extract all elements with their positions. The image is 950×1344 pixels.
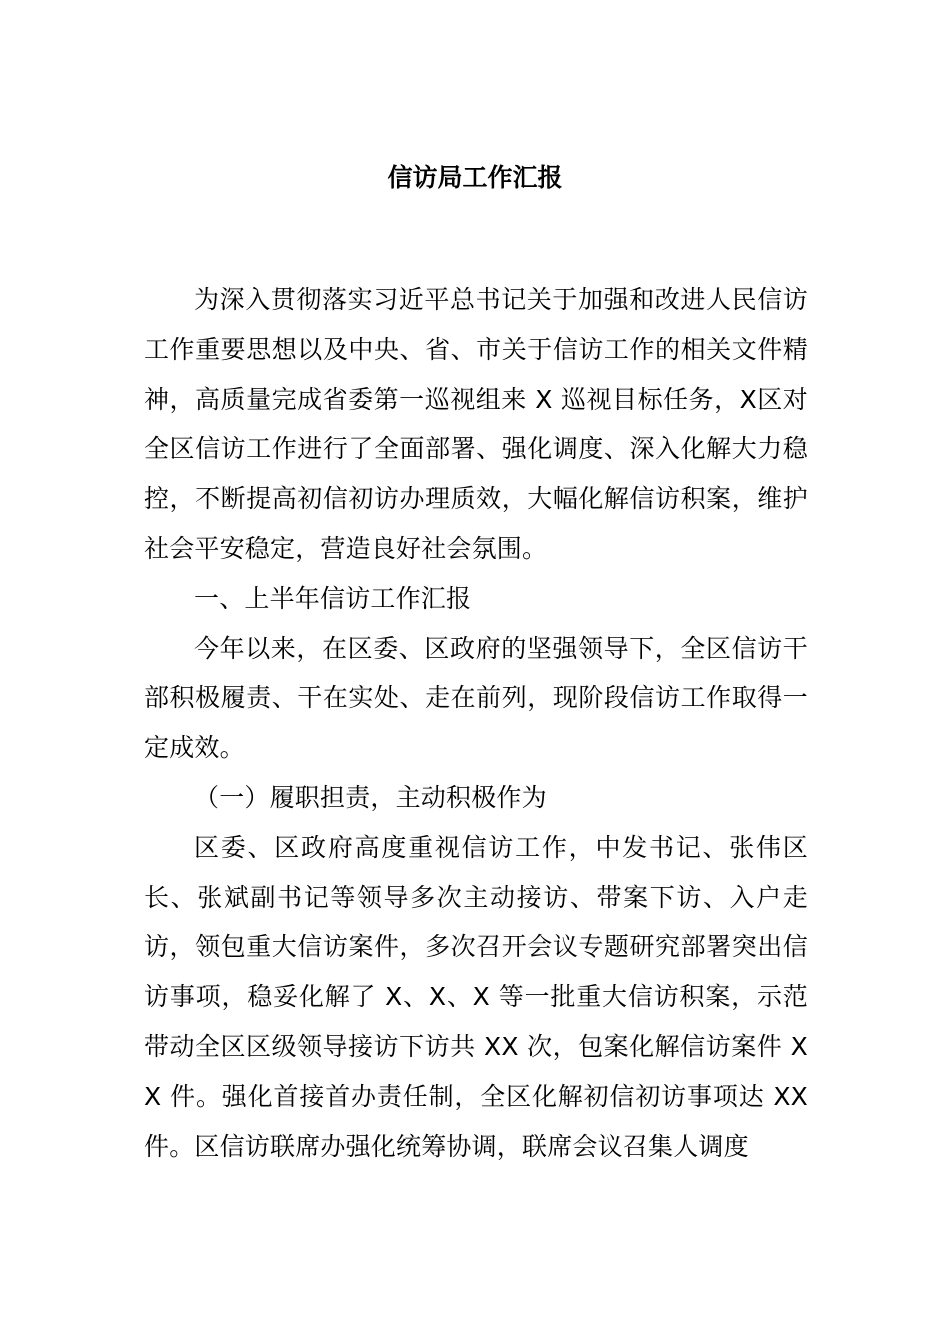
- paragraph-intro: 为深入贯彻落实习近平总书记关于加强和改进人民信访工作重要思想以及中央、省、市关于信访工作的相关文件精神，高质量完成省委第一巡视组来 X 巡视目标任务，X区对全区信访工作进行了全面部署、强化调度、深入化解大力稳控，不断提高初信初访办理质效，大幅化解信访积案，维护社会平安稳定，营造良好社会氛围。: [144, 285, 808, 563]
- section-heading-1: 一、上半年信访工作汇报: [194, 583, 472, 613]
- subsection-heading-1: （一）履职担责，主动积极作为: [194, 782, 547, 812]
- document-title: 信访局工作汇报: [387, 163, 563, 192]
- document-body: [144, 275, 817, 1171]
- paragraph-summary: 今年以来，在区委、区政府的坚强领导下，全区信访干部积极履责、干在实处、走在前列，现阶段信访工作取得一定成效。: [144, 633, 808, 763]
- paragraph-details: 区委、区政府高度重视信访工作，中发书记、张伟区长、张斌副书记等领导多次主动接访、带案下访、入户走访，领包重大信访案件，多次召开会议专题研究部署突出信访事项，稳妥化解了 X、X、X 等一批重大信访积案，示范带动全区区级领导接访下访共 XX 次，包案化解信访案件 XX 件。强化首接首办责任制，全区化解初信初访事项达 XX 件。区信访联席办强化统筹协调，联席会议召集人调度: [144, 832, 817, 1161]
